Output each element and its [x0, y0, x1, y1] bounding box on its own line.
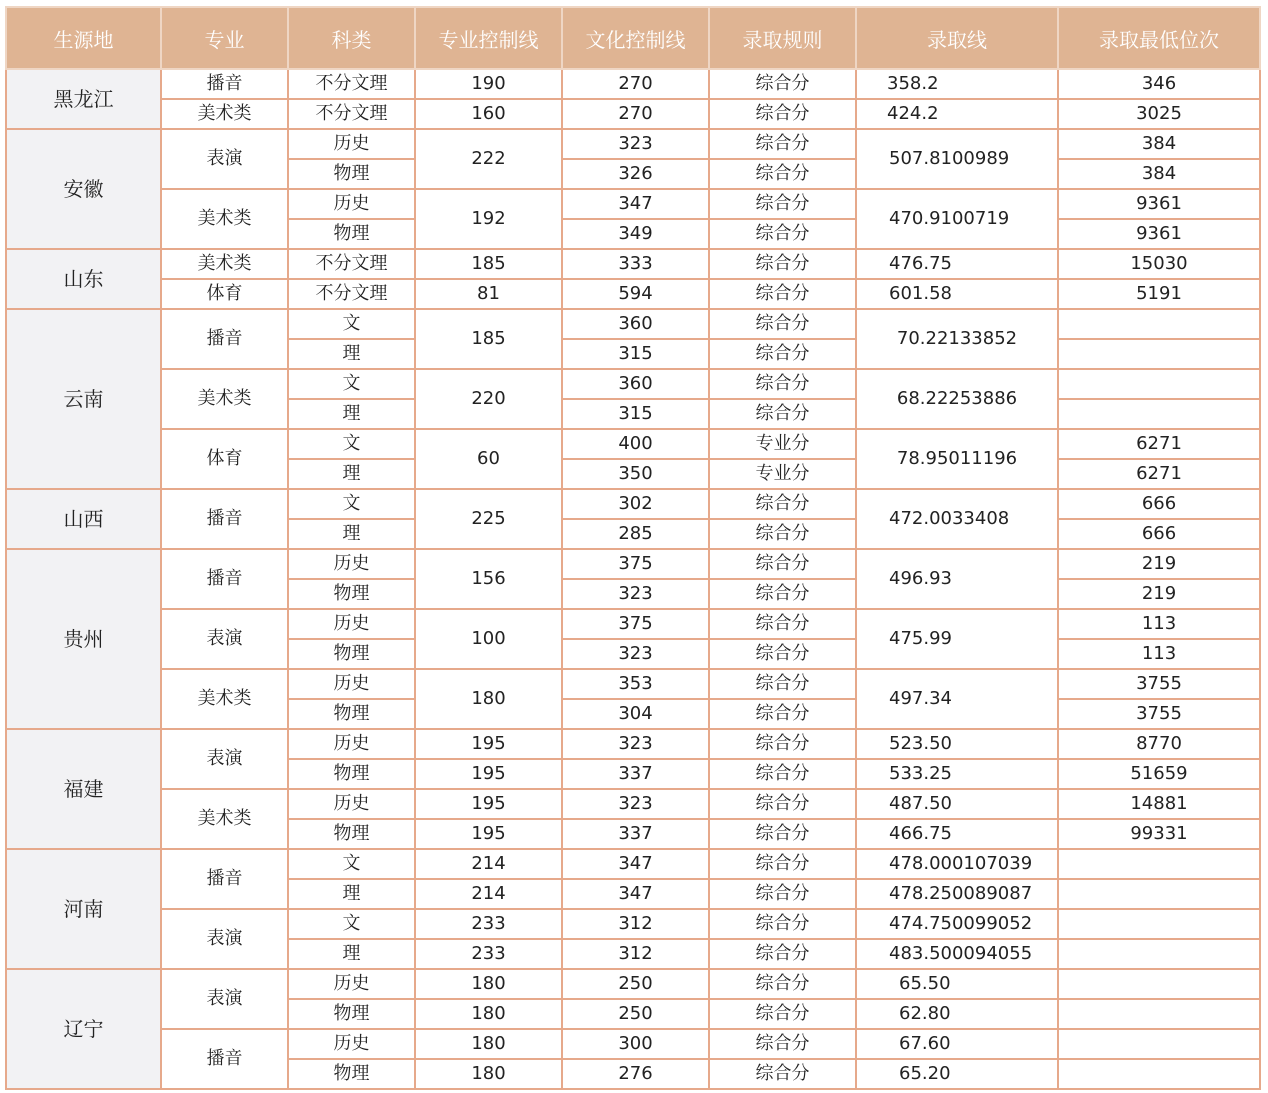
admission-line-cell: 507.8100989	[856, 129, 1058, 189]
subject-cell: 物理	[288, 579, 415, 609]
rule-cell: 综合分	[709, 219, 856, 249]
culture-line-cell: 323	[562, 639, 709, 669]
rule-cell: 综合分	[709, 339, 856, 369]
culture-line-cell: 347	[562, 879, 709, 909]
major-cell: 美术类	[161, 99, 288, 129]
min-rank-cell: 666	[1058, 519, 1260, 549]
major-line-cell: 233	[415, 909, 562, 939]
subject-cell: 文	[288, 849, 415, 879]
major-line-cell: 160	[415, 99, 562, 129]
header-major: 专业	[161, 7, 288, 69]
culture-line-cell: 250	[562, 999, 709, 1029]
major-cell: 表演	[161, 729, 288, 789]
culture-line-cell: 276	[562, 1059, 709, 1089]
table-row	[6, 69, 1260, 99]
major-line-cell: 195	[415, 759, 562, 789]
admission-line-cell: 533.25	[856, 759, 1058, 789]
major-line-cell: 214	[415, 849, 562, 879]
major-line-cell: 195	[415, 789, 562, 819]
subject-cell: 历史	[288, 609, 415, 639]
province-cell: 黑龙江	[6, 69, 161, 129]
culture-line-cell: 270	[562, 99, 709, 129]
table-row	[6, 99, 1260, 129]
subject-cell: 物理	[288, 1059, 415, 1089]
table-row	[6, 249, 1260, 279]
subject-cell: 历史	[288, 789, 415, 819]
major-cell: 表演	[161, 129, 288, 189]
admission-line-cell: 70.22133852	[856, 309, 1058, 369]
culture-line-cell: 312	[562, 909, 709, 939]
subject-cell: 历史	[288, 669, 415, 699]
major-line-cell: 81	[415, 279, 562, 309]
culture-line-cell: 315	[562, 339, 709, 369]
min-rank-cell: 99331	[1058, 819, 1260, 849]
subject-cell: 理	[288, 939, 415, 969]
min-rank-cell	[1058, 1059, 1260, 1089]
min-rank-cell: 384	[1058, 129, 1260, 159]
culture-line-cell: 285	[562, 519, 709, 549]
subject-cell: 理	[288, 399, 415, 429]
province-cell: 河南	[6, 849, 161, 969]
subject-cell: 不分文理	[288, 99, 415, 129]
rule-cell: 综合分	[709, 909, 856, 939]
admission-table	[5, 6, 1261, 1090]
subject-cell: 物理	[288, 639, 415, 669]
subject-cell: 历史	[288, 129, 415, 159]
rule-cell: 综合分	[709, 399, 856, 429]
major-line-cell: 185	[415, 249, 562, 279]
province-cell: 山东	[6, 249, 161, 309]
min-rank-cell: 219	[1058, 579, 1260, 609]
major-line-cell: 180	[415, 1029, 562, 1059]
rule-cell: 综合分	[709, 579, 856, 609]
table-row	[6, 849, 1260, 879]
culture-line-cell: 375	[562, 609, 709, 639]
province-cell: 贵州	[6, 549, 161, 729]
min-rank-cell: 14881	[1058, 789, 1260, 819]
admission-line-cell: 62.80	[856, 999, 1058, 1029]
subject-cell: 物理	[288, 999, 415, 1029]
major-cell: 体育	[161, 429, 288, 489]
rule-cell: 综合分	[709, 99, 856, 129]
header-min-rank: 录取最低位次	[1058, 7, 1260, 69]
admission-line-cell: 472.0033408	[856, 489, 1058, 549]
subject-cell: 理	[288, 519, 415, 549]
subject-cell: 物理	[288, 819, 415, 849]
culture-line-cell: 375	[562, 549, 709, 579]
min-rank-cell	[1058, 879, 1260, 909]
culture-line-cell: 300	[562, 1029, 709, 1059]
min-rank-cell	[1058, 309, 1260, 339]
culture-line-cell: 323	[562, 129, 709, 159]
subject-cell: 物理	[288, 159, 415, 189]
subject-cell: 历史	[288, 1029, 415, 1059]
subject-cell: 历史	[288, 189, 415, 219]
rule-cell: 综合分	[709, 639, 856, 669]
subject-cell: 理	[288, 459, 415, 489]
rule-cell: 综合分	[709, 129, 856, 159]
rule-cell: 综合分	[709, 159, 856, 189]
min-rank-cell: 9361	[1058, 189, 1260, 219]
subject-cell: 理	[288, 339, 415, 369]
rule-cell: 综合分	[709, 879, 856, 909]
major-line-cell: 195	[415, 819, 562, 849]
admission-line-cell: 487.50	[856, 789, 1058, 819]
major-line-cell: 192	[415, 189, 562, 249]
culture-line-cell: 360	[562, 369, 709, 399]
header-admission-line: 录取线	[856, 7, 1058, 69]
admission-line-cell: 78.95011196	[856, 429, 1058, 489]
min-rank-cell: 6271	[1058, 429, 1260, 459]
major-line-cell: 180	[415, 1059, 562, 1089]
table-row	[6, 429, 1260, 459]
rule-cell: 综合分	[709, 369, 856, 399]
admission-line-cell: 68.22253886	[856, 369, 1058, 429]
culture-line-cell: 353	[562, 669, 709, 699]
major-line-cell: 233	[415, 939, 562, 969]
rule-cell: 综合分	[709, 729, 856, 759]
subject-cell: 物理	[288, 699, 415, 729]
major-line-cell: 220	[415, 369, 562, 429]
min-rank-cell: 9361	[1058, 219, 1260, 249]
rule-cell: 专业分	[709, 429, 856, 459]
min-rank-cell	[1058, 999, 1260, 1029]
table-row	[6, 1029, 1260, 1059]
min-rank-cell: 113	[1058, 639, 1260, 669]
culture-line-cell: 337	[562, 819, 709, 849]
table-row	[6, 489, 1260, 519]
major-line-cell: 156	[415, 549, 562, 609]
rule-cell: 综合分	[709, 189, 856, 219]
admission-line-cell: 478.250089087	[856, 879, 1058, 909]
admission-table-container	[5, 6, 1261, 1090]
province-cell: 安徽	[6, 129, 161, 249]
major-cell: 播音	[161, 549, 288, 609]
province-cell: 辽宁	[6, 969, 161, 1089]
subject-cell: 不分文理	[288, 69, 415, 99]
min-rank-cell: 5191	[1058, 279, 1260, 309]
header-culture-line: 文化控制线	[562, 7, 709, 69]
rule-cell: 综合分	[709, 699, 856, 729]
min-rank-cell	[1058, 849, 1260, 879]
culture-line-cell: 350	[562, 459, 709, 489]
major-line-cell: 190	[415, 69, 562, 99]
major-cell: 表演	[161, 969, 288, 1029]
rule-cell: 综合分	[709, 1059, 856, 1089]
major-cell: 播音	[161, 849, 288, 909]
admission-line-cell: 65.20	[856, 1059, 1058, 1089]
min-rank-cell: 3755	[1058, 699, 1260, 729]
table-row	[6, 369, 1260, 399]
culture-line-cell: 333	[562, 249, 709, 279]
admission-line-cell: 497.34	[856, 669, 1058, 729]
province-cell: 云南	[6, 309, 161, 489]
rule-cell: 综合分	[709, 69, 856, 99]
province-cell: 山西	[6, 489, 161, 549]
header-major-line: 专业控制线	[415, 7, 562, 69]
rule-cell: 综合分	[709, 609, 856, 639]
min-rank-cell: 384	[1058, 159, 1260, 189]
culture-line-cell: 315	[562, 399, 709, 429]
min-rank-cell: 51659	[1058, 759, 1260, 789]
min-rank-cell: 346	[1058, 69, 1260, 99]
min-rank-cell: 3025	[1058, 99, 1260, 129]
rule-cell: 综合分	[709, 519, 856, 549]
admission-line-cell: 483.500094055	[856, 939, 1058, 969]
table-header-row	[6, 7, 1260, 69]
subject-cell: 文	[288, 369, 415, 399]
culture-line-cell: 326	[562, 159, 709, 189]
min-rank-cell	[1058, 369, 1260, 399]
rule-cell: 综合分	[709, 819, 856, 849]
admission-line-cell: 67.60	[856, 1029, 1058, 1059]
subject-cell: 物理	[288, 759, 415, 789]
admission-line-cell: 478.000107039	[856, 849, 1058, 879]
major-cell: 播音	[161, 489, 288, 549]
major-line-cell: 60	[415, 429, 562, 489]
subject-cell: 物理	[288, 219, 415, 249]
rule-cell: 综合分	[709, 759, 856, 789]
admission-line-cell: 424.2	[856, 99, 1058, 129]
header-admission-rule: 录取规则	[709, 7, 856, 69]
subject-cell: 理	[288, 879, 415, 909]
culture-line-cell: 250	[562, 969, 709, 999]
culture-line-cell: 323	[562, 729, 709, 759]
table-row	[6, 549, 1260, 579]
culture-line-cell: 347	[562, 849, 709, 879]
major-cell: 播音	[161, 1029, 288, 1089]
table-row	[6, 309, 1260, 339]
culture-line-cell: 337	[562, 759, 709, 789]
admission-line-cell: 65.50	[856, 969, 1058, 999]
subject-cell: 历史	[288, 729, 415, 759]
major-line-cell: 180	[415, 969, 562, 999]
culture-line-cell: 347	[562, 189, 709, 219]
min-rank-cell	[1058, 939, 1260, 969]
min-rank-cell: 666	[1058, 489, 1260, 519]
min-rank-cell	[1058, 1029, 1260, 1059]
table-row	[6, 609, 1260, 639]
major-cell: 美术类	[161, 669, 288, 729]
admission-line-cell: 601.58	[856, 279, 1058, 309]
min-rank-cell: 15030	[1058, 249, 1260, 279]
major-cell: 表演	[161, 909, 288, 969]
admission-line-cell: 358.2	[856, 69, 1058, 99]
culture-line-cell: 270	[562, 69, 709, 99]
culture-line-cell: 323	[562, 579, 709, 609]
rule-cell: 综合分	[709, 249, 856, 279]
min-rank-cell	[1058, 969, 1260, 999]
subject-cell: 历史	[288, 549, 415, 579]
culture-line-cell: 302	[562, 489, 709, 519]
major-cell: 表演	[161, 609, 288, 669]
admission-line-cell: 475.99	[856, 609, 1058, 669]
min-rank-cell: 6271	[1058, 459, 1260, 489]
min-rank-cell	[1058, 909, 1260, 939]
subject-cell: 文	[288, 489, 415, 519]
rule-cell: 综合分	[709, 549, 856, 579]
culture-line-cell: 349	[562, 219, 709, 249]
culture-line-cell: 360	[562, 309, 709, 339]
rule-cell: 综合分	[709, 999, 856, 1029]
rule-cell: 综合分	[709, 309, 856, 339]
province-cell: 福建	[6, 729, 161, 849]
major-line-cell: 225	[415, 489, 562, 549]
min-rank-cell: 113	[1058, 609, 1260, 639]
major-cell: 播音	[161, 69, 288, 99]
major-line-cell: 180	[415, 999, 562, 1029]
admission-line-cell: 476.75	[856, 249, 1058, 279]
major-cell: 美术类	[161, 189, 288, 249]
rule-cell: 专业分	[709, 459, 856, 489]
subject-cell: 历史	[288, 969, 415, 999]
admission-line-cell: 496.93	[856, 549, 1058, 609]
culture-line-cell: 304	[562, 699, 709, 729]
table-row	[6, 669, 1260, 699]
min-rank-cell: 8770	[1058, 729, 1260, 759]
table-row	[6, 729, 1260, 759]
admission-line-cell: 523.50	[856, 729, 1058, 759]
rule-cell: 综合分	[709, 789, 856, 819]
subject-cell: 不分文理	[288, 279, 415, 309]
major-cell: 美术类	[161, 249, 288, 279]
major-cell: 播音	[161, 309, 288, 369]
subject-cell: 文	[288, 309, 415, 339]
header-subject: 科类	[288, 7, 415, 69]
major-cell: 美术类	[161, 789, 288, 849]
table-row	[6, 969, 1260, 999]
table-row	[6, 789, 1260, 819]
rule-cell: 综合分	[709, 849, 856, 879]
table-row	[6, 189, 1260, 219]
rule-cell: 综合分	[709, 669, 856, 699]
admission-line-cell: 470.9100719	[856, 189, 1058, 249]
header-origin: 生源地	[6, 7, 161, 69]
rule-cell: 综合分	[709, 279, 856, 309]
table-row	[6, 279, 1260, 309]
major-line-cell: 214	[415, 879, 562, 909]
culture-line-cell: 594	[562, 279, 709, 309]
culture-line-cell: 323	[562, 789, 709, 819]
table-row	[6, 129, 1260, 159]
min-rank-cell	[1058, 399, 1260, 429]
table-row	[6, 909, 1260, 939]
subject-cell: 文	[288, 909, 415, 939]
subject-cell: 文	[288, 429, 415, 459]
rule-cell: 综合分	[709, 939, 856, 969]
min-rank-cell	[1058, 339, 1260, 369]
major-line-cell: 195	[415, 729, 562, 759]
culture-line-cell: 400	[562, 429, 709, 459]
subject-cell: 不分文理	[288, 249, 415, 279]
admission-line-cell: 466.75	[856, 819, 1058, 849]
rule-cell: 综合分	[709, 969, 856, 999]
min-rank-cell: 3755	[1058, 669, 1260, 699]
major-cell: 体育	[161, 279, 288, 309]
rule-cell: 综合分	[709, 1029, 856, 1059]
rule-cell: 综合分	[709, 489, 856, 519]
admission-line-cell: 474.750099052	[856, 909, 1058, 939]
major-line-cell: 222	[415, 129, 562, 189]
min-rank-cell: 219	[1058, 549, 1260, 579]
major-cell: 美术类	[161, 369, 288, 429]
major-line-cell: 180	[415, 669, 562, 729]
culture-line-cell: 312	[562, 939, 709, 969]
major-line-cell: 100	[415, 609, 562, 669]
major-line-cell: 185	[415, 309, 562, 369]
